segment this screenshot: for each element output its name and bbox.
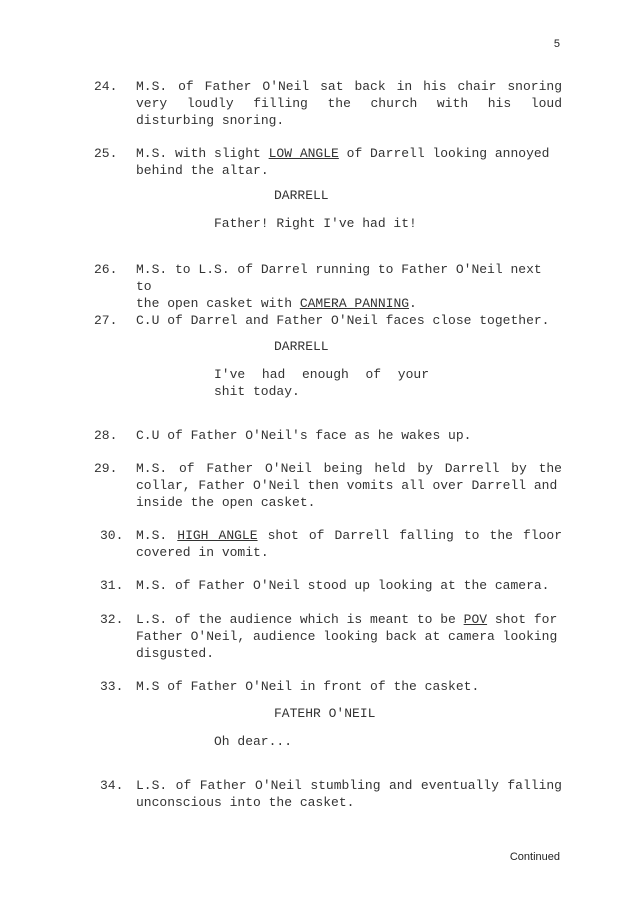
shot-line: M.S of Father O'Neil in front of the casket.	[136, 679, 480, 694]
shot-number: 33.	[100, 679, 124, 694]
shot-line: disgusted.	[136, 646, 215, 661]
shot-description	[136, 261, 562, 312]
shot-description	[136, 577, 562, 594]
shot-line: collar, Father O'Neil then vomits all over Darrell and	[136, 478, 558, 493]
shot-line: M.S. to L.S. of Darrel running to Father O'Neil next to	[136, 262, 542, 294]
shot-description	[136, 427, 562, 444]
shot-number: 26.	[94, 262, 118, 277]
dialogue-line: Oh dear...	[214, 734, 293, 749]
shot-line: M.S. with slight LOW ANGLE of Darrell looking annoyed	[136, 146, 550, 161]
shot-line: Father O'Neil, audience looking back at camera looking	[136, 629, 558, 644]
shot-line: the open casket with CAMERA PANNING.	[136, 296, 417, 311]
shot-number: 25.	[94, 146, 118, 161]
character-name: DARRELL	[274, 188, 329, 203]
shot-line: very loudly filling the church with his loud	[136, 96, 562, 111]
shot-line: behind the altar.	[136, 163, 269, 178]
dialogue-line: shit today.	[214, 384, 300, 399]
shot-line: unconscious into the casket.	[136, 795, 355, 810]
shot-number: 30.	[100, 528, 124, 543]
shot-description	[136, 611, 562, 662]
shot-line: M.S. of Father O'Neil sat back in his chair snoring	[136, 79, 562, 94]
camera-direction: POV	[463, 612, 488, 627]
shot-line: L.S. of the audience which is meant to be POV shot for	[136, 612, 558, 627]
shot-number: 34.	[100, 778, 124, 793]
shot-line: L.S. of Father O'Neil stumbling and eventually falling	[136, 778, 562, 793]
shot-number: 27.	[94, 313, 118, 328]
shot-line: M.S. of Father O'Neil stood up looking at the camera.	[136, 578, 550, 593]
dialogue-line: I've had enough of your	[214, 367, 429, 382]
character-name: FATEHR O'NEIL	[274, 706, 376, 721]
shot-line: C.U of Darrel and Father O'Neil faces close together.	[136, 313, 550, 328]
shot-number: 32.	[100, 612, 124, 627]
dialogue-text	[214, 733, 429, 750]
shot-description	[136, 312, 562, 329]
page-number: 5	[553, 38, 560, 50]
camera-direction: LOW ANGLE	[268, 146, 339, 161]
shot-description	[136, 527, 562, 561]
footer-continued: Continued	[509, 851, 560, 863]
shot-number: 29.	[94, 461, 118, 476]
shot-description	[136, 78, 562, 129]
shot-description	[136, 678, 562, 695]
shot-number: 24.	[94, 79, 118, 94]
camera-direction: HIGH ANGLE	[177, 528, 258, 543]
shot-line: C.U of Father O'Neil's face as he wakes up.	[136, 428, 472, 443]
shot-description	[136, 777, 562, 811]
dialogue-line: Father! Right I've had it!	[214, 216, 417, 231]
character-name: DARRELL	[274, 339, 329, 354]
shot-line: disturbing snoring.	[136, 113, 285, 128]
shot-line: inside the open casket.	[136, 495, 316, 510]
shot-number: 28.	[94, 428, 118, 443]
shot-line: M.S. of Father O'Neil being held by Darrell by the	[136, 461, 562, 476]
shot-description	[136, 460, 562, 511]
shot-description	[136, 145, 562, 179]
shot-line: M.S. HIGH ANGLE shot of Darrell falling to the floor	[136, 528, 562, 543]
dialogue-text	[214, 215, 454, 232]
dialogue-text	[214, 366, 429, 400]
shot-number: 31.	[100, 578, 124, 593]
camera-direction: CAMERA PANNING	[299, 296, 410, 311]
shot-line: covered in vomit.	[136, 545, 269, 560]
